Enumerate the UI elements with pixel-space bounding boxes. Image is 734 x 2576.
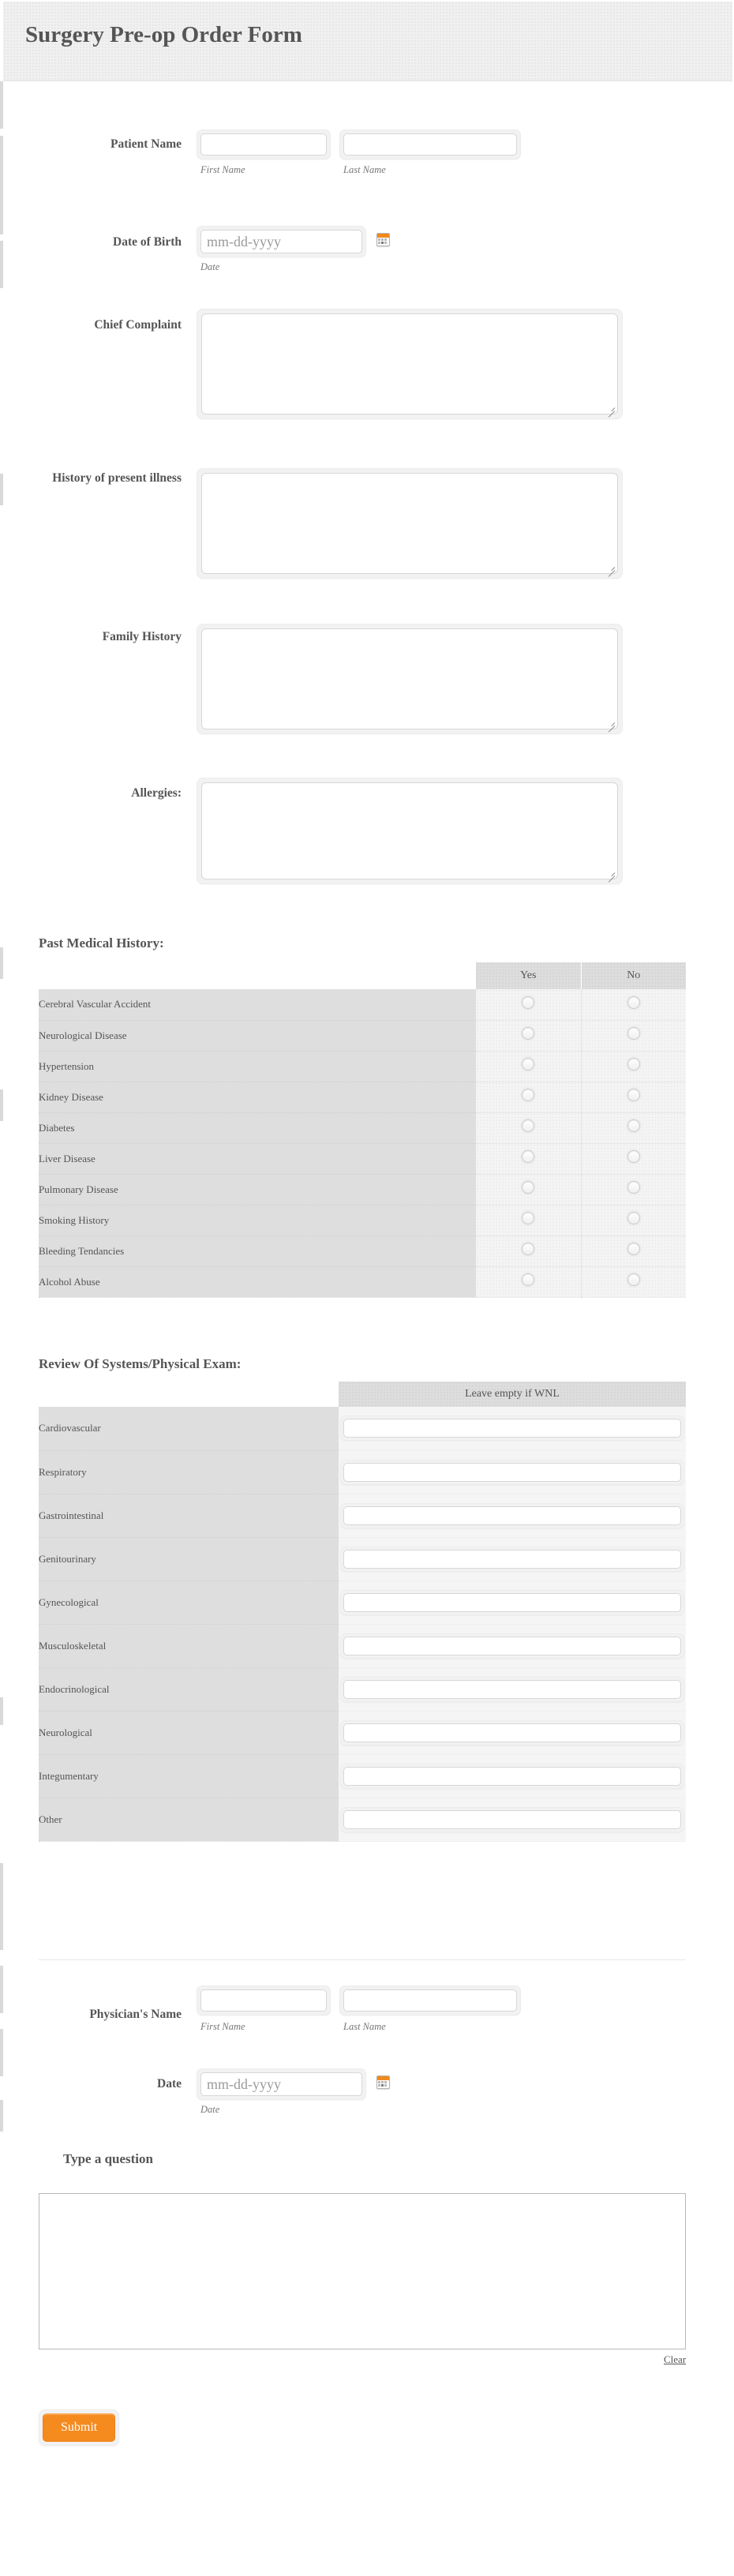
row-label: Diabetes — [39, 1112, 476, 1143]
ros-input[interactable] — [343, 1506, 681, 1525]
type-a-question-label: Type a question — [63, 2151, 153, 2166]
table-row — [39, 1754, 686, 1798]
radio-cell-no[interactable] — [581, 1174, 686, 1205]
table-row — [39, 1112, 686, 1143]
radio-cell-yes[interactable] — [476, 1082, 581, 1112]
radio-button-no[interactable] — [627, 1027, 640, 1040]
radio-button-no[interactable] — [627, 1150, 640, 1163]
radio-button-yes[interactable] — [522, 1089, 534, 1101]
column-header-yes: Yes — [476, 962, 581, 989]
radio-cell-no[interactable] — [581, 1082, 686, 1112]
row-label: Neurological Disease — [39, 1020, 476, 1051]
row-label: Endocrinological — [39, 1667, 339, 1711]
ros-input-wrap — [340, 1415, 684, 1441]
row-label: Bleeding Tendancies — [39, 1236, 476, 1266]
radio-button-no[interactable] — [627, 1089, 640, 1101]
review-of-systems-table — [39, 1382, 686, 1842]
patient-first-name-wrap — [197, 129, 331, 159]
patient-last-name-input[interactable] — [343, 133, 517, 156]
ros-input[interactable] — [343, 1637, 681, 1655]
table-row — [39, 1798, 686, 1841]
radio-cell-no[interactable] — [581, 1205, 686, 1236]
radio-button-yes[interactable] — [522, 1027, 534, 1040]
radio-button-yes[interactable] — [522, 1150, 534, 1163]
row-label: Cerebral Vascular Accident — [39, 989, 476, 1020]
allergies-textarea[interactable] — [201, 782, 618, 879]
allergies-label: Allergies: — [131, 786, 182, 800]
page-title: Surgery Pre-op Order Form — [25, 22, 302, 47]
radio-button-yes[interactable] — [522, 1273, 534, 1286]
past-medical-history-heading: Past Medical History: — [39, 936, 164, 951]
ros-input[interactable] — [343, 1680, 681, 1699]
ros-input-wrap — [340, 1460, 684, 1485]
table-row — [39, 1450, 686, 1494]
page-edge-rail — [0, 81, 3, 129]
physician-last-name-input[interactable] — [343, 1989, 517, 2012]
row-label: Musculoskeletal — [39, 1624, 339, 1667]
table-row — [39, 1494, 686, 1537]
radio-cell-yes[interactable] — [476, 1112, 581, 1143]
history-present-illness-textarea[interactable] — [201, 473, 618, 574]
ros-input-wrap — [340, 1590, 684, 1615]
radio-cell-no[interactable] — [581, 1266, 686, 1297]
date-of-birth-sublabel: Date — [200, 261, 220, 272]
page-edge-rail — [0, 2100, 3, 2132]
ros-input-wrap — [340, 1764, 684, 1789]
row-label: Cardiovascular — [39, 1407, 339, 1450]
row-label: Genitourinary — [39, 1537, 339, 1580]
radio-button-yes[interactable] — [522, 1243, 534, 1255]
input-cell — [339, 1407, 686, 1450]
page-edge-rail — [0, 2029, 3, 2076]
table-row — [39, 1143, 686, 1174]
radio-button-yes[interactable] — [522, 1212, 534, 1224]
physician-date-sublabel: Date — [200, 2104, 220, 2115]
review-of-systems-heading: Review Of Systems/Physical Exam: — [39, 1356, 242, 1371]
clear-link[interactable]: Clear — [664, 2353, 687, 2365]
patient-first-name-sublabel: First Name — [200, 164, 245, 175]
row-label: Kidney Disease — [39, 1082, 476, 1112]
table-row — [39, 1580, 686, 1624]
row-label: Liver Disease — [39, 1143, 476, 1174]
ros-input-wrap — [340, 1807, 684, 1832]
radio-cell-no[interactable] — [581, 1020, 686, 1051]
radio-button-no[interactable] — [627, 1181, 640, 1194]
radio-cell-yes[interactable] — [476, 1236, 581, 1266]
submit-button[interactable]: Submit — [43, 2413, 115, 2442]
submit-button-wrap — [39, 2409, 119, 2446]
ros-input[interactable] — [343, 1767, 681, 1786]
chief-complaint-label: Chief Complaint — [94, 318, 182, 332]
radio-cell-yes[interactable] — [476, 1143, 581, 1174]
chief-complaint-textarea[interactable] — [201, 313, 618, 414]
table-row — [39, 1020, 686, 1051]
input-cell — [339, 1494, 686, 1537]
table-row — [39, 1266, 686, 1297]
physician-name-label: Physician's Name — [89, 2008, 182, 2021]
ros-input[interactable] — [343, 1419, 681, 1438]
patient-last-name-sublabel: Last Name — [343, 164, 386, 175]
radio-cell-no[interactable] — [581, 1051, 686, 1082]
ros-input[interactable] — [343, 1463, 681, 1482]
physician-last-name-wrap — [339, 1985, 521, 2015]
radio-button-yes[interactable] — [522, 996, 534, 1009]
row-label: Gastrointestinal — [39, 1494, 339, 1537]
radio-button-yes[interactable] — [522, 1119, 534, 1132]
radio-button-no[interactable] — [627, 1119, 640, 1132]
section-divider — [39, 1959, 686, 1960]
row-label: Pulmonary Disease — [39, 1174, 476, 1205]
patient-last-name-wrap — [339, 129, 521, 159]
question-textarea[interactable] — [39, 2194, 685, 2349]
table-header-row — [39, 962, 686, 989]
input-cell — [339, 1798, 686, 1841]
ros-input[interactable] — [343, 1593, 681, 1612]
ros-input[interactable] — [343, 1550, 681, 1569]
page-edge-rail — [0, 1863, 3, 1950]
radio-cell-no[interactable] — [581, 1236, 686, 1266]
calendar-icon[interactable] — [376, 233, 390, 246]
radio-button-no[interactable] — [627, 1212, 640, 1224]
family-history-wrap — [197, 624, 623, 734]
input-cell — [339, 1537, 686, 1580]
radio-cell-no[interactable] — [581, 989, 686, 1020]
table-row — [39, 1051, 686, 1082]
calendar-icon[interactable] — [376, 2075, 390, 2089]
physician-last-name-sublabel: Last Name — [343, 2021, 386, 2032]
radio-cell-yes[interactable] — [476, 1174, 581, 1205]
radio-button-yes[interactable] — [522, 1181, 534, 1194]
table-row — [39, 1205, 686, 1236]
table-row — [39, 1537, 686, 1580]
radio-cell-yes[interactable] — [476, 1051, 581, 1082]
family-history-textarea[interactable] — [201, 628, 618, 729]
input-cell — [339, 1624, 686, 1667]
history-present-illness-wrap — [197, 468, 623, 579]
chief-complaint-wrap — [197, 309, 623, 419]
table-row — [39, 989, 686, 1020]
radio-cell-yes[interactable] — [476, 1020, 581, 1051]
input-cell — [339, 1754, 686, 1798]
row-label: Gynecological — [39, 1580, 339, 1624]
family-history-label: Family History — [102, 630, 182, 643]
date-of-birth-input[interactable] — [200, 230, 362, 253]
ros-input-wrap — [340, 1720, 684, 1745]
ros-input[interactable] — [343, 1723, 681, 1742]
radio-cell-yes[interactable] — [476, 1205, 581, 1236]
page-edge-rail — [0, 1089, 3, 1121]
radio-button-no[interactable] — [627, 1243, 640, 1255]
table-row — [39, 1711, 686, 1754]
radio-cell-no[interactable] — [581, 1143, 686, 1174]
row-label: Other — [39, 1798, 339, 1841]
ros-input-wrap — [340, 1547, 684, 1572]
past-medical-history-table — [39, 962, 686, 1298]
ros-input[interactable] — [343, 1810, 681, 1829]
row-label: Neurological — [39, 1711, 339, 1754]
physician-date-wrap — [197, 2068, 366, 2100]
ros-input-wrap — [340, 1633, 684, 1659]
table-row — [39, 1082, 686, 1112]
date-of-birth-label: Date of Birth — [113, 235, 182, 249]
date-of-birth-wrap — [197, 226, 366, 257]
history-present-illness-label: History of present illness — [52, 471, 182, 485]
page-edge-rail — [0, 1697, 3, 1725]
input-cell — [339, 1580, 686, 1624]
table-row — [39, 1236, 686, 1266]
row-label: Hypertension — [39, 1051, 476, 1082]
input-cell — [339, 1711, 686, 1754]
page-edge-rail — [0, 947, 3, 979]
form-header-banner — [3, 2, 732, 81]
radio-cell-no[interactable] — [581, 1112, 686, 1143]
table-row — [39, 1667, 686, 1711]
table-header-row — [39, 1382, 686, 1407]
page-edge-rail — [0, 1966, 3, 2013]
patient-name-label: Patient Name — [110, 137, 182, 151]
radio-cell-yes[interactable] — [476, 1266, 581, 1297]
allergies-wrap — [197, 778, 623, 884]
radio-button-no[interactable] — [627, 996, 640, 1009]
question-box — [39, 2193, 686, 2349]
row-label: Alcohol Abuse — [39, 1266, 476, 1297]
column-header-leave-empty-if-wnl: Leave empty if WNL — [339, 1382, 686, 1407]
table-row — [39, 1407, 686, 1450]
physician-first-name-input[interactable] — [200, 1989, 327, 2012]
radio-cell-yes[interactable] — [476, 989, 581, 1020]
row-label: Integumentary — [39, 1754, 339, 1798]
radio-button-no[interactable] — [627, 1273, 640, 1286]
physician-date-input[interactable] — [200, 2072, 362, 2096]
ros-input-wrap — [340, 1503, 684, 1528]
input-cell — [339, 1667, 686, 1711]
table-row — [39, 1174, 686, 1205]
physician-date-label: Date — [157, 2077, 182, 2090]
row-label: Smoking History — [39, 1205, 476, 1236]
input-cell — [339, 1450, 686, 1494]
physician-first-name-sublabel: First Name — [200, 2021, 245, 2032]
ros-input-wrap — [340, 1677, 684, 1702]
patient-first-name-input[interactable] — [200, 133, 327, 156]
radio-button-yes[interactable] — [522, 1058, 534, 1071]
column-header-no: No — [581, 962, 686, 989]
row-label: Respiratory — [39, 1450, 339, 1494]
radio-button-no[interactable] — [627, 1058, 640, 1071]
physician-first-name-wrap — [197, 1985, 331, 2015]
table-row — [39, 1624, 686, 1667]
